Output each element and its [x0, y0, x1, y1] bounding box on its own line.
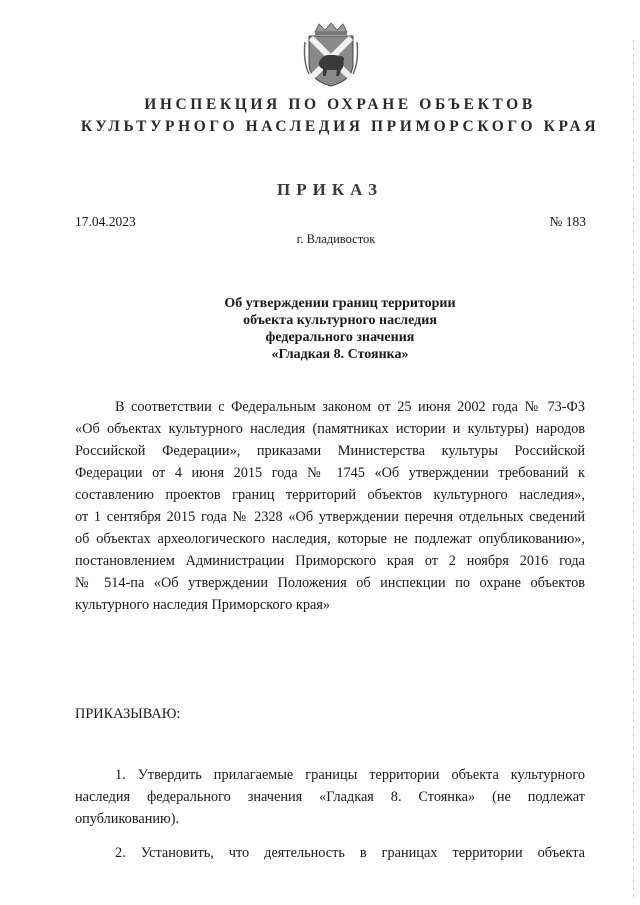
order-item-line: наследия федерального значения «Гладкая 8. Стоянка» (не подлежат — [75, 789, 585, 805]
page-edge-line — [633, 40, 634, 900]
coat-of-arms-emblem — [301, 22, 361, 88]
order-directive-word: ПРИКАЗЫВАЮ: — [75, 706, 181, 722]
order-item-line: опубликованию). — [75, 811, 180, 827]
preamble-line: В соответствии с Федеральным законом от 25 июня 2002 года № 73-ФЗ — [115, 399, 585, 415]
document-title-line: «Гладкая 8. Стоянка» — [271, 347, 409, 362]
organization-name-line-1: ИНСПЕКЦИЯ ПО ОХРАНЕ ОБЪЕКТОВ — [144, 96, 536, 113]
document-title-line: объекта культурного наследия — [243, 313, 437, 328]
preamble-line: № 514-па «Об утверждении Положения об инспекции по охране объектов — [75, 575, 585, 591]
preamble-line: Российской Федерации», приказами Министерства культуры Российской — [75, 443, 585, 459]
order-item-line: 1. Утвердить прилагаемые границы территории объекта культурного — [115, 767, 585, 783]
document-type-heading: ПРИКАЗ — [277, 180, 383, 199]
order-item-line: 2. Установить, что деятельность в границах территории объекта — [115, 845, 585, 861]
preamble-line: постановлением Администрации Приморского края от 2 ноября 2016 года — [75, 553, 585, 569]
document-number: № 183 — [549, 214, 586, 229]
preamble-line: от 1 сентября 2015 года № 2328 «Об утверждении перечня отдельных сведений — [75, 509, 585, 525]
preamble-line: Федерации от 4 июня 2015 года № 1745 «Об утверждении требований к — [75, 465, 585, 481]
preamble-line: об объектах археологического наследия, которые не подлежат опубликованию», — [75, 531, 585, 547]
document-title-line: федерального значения — [265, 330, 415, 345]
preamble-line: культурного наследия Приморского края» — [75, 597, 331, 613]
order-item-2 — [75, 842, 585, 864]
document-title-line: Об утверждении границ территории — [224, 296, 456, 311]
preamble-paragraph — [75, 396, 585, 616]
preamble-line: «Об объектах культурного наследия (памятниках истории и культуры) народов — [75, 421, 585, 437]
preamble-line: составлению проектов границ территорий объектов культурного наследия», — [75, 487, 585, 503]
document-date: 17.04.2023 — [75, 214, 136, 229]
order-item-1 — [75, 764, 585, 830]
organization-name-line-2: КУЛЬТУРНОГО НАСЛЕДИЯ ПРИМОРСКОГО КРАЯ — [80, 118, 600, 135]
document-city: г. Владивосток — [296, 232, 376, 246]
